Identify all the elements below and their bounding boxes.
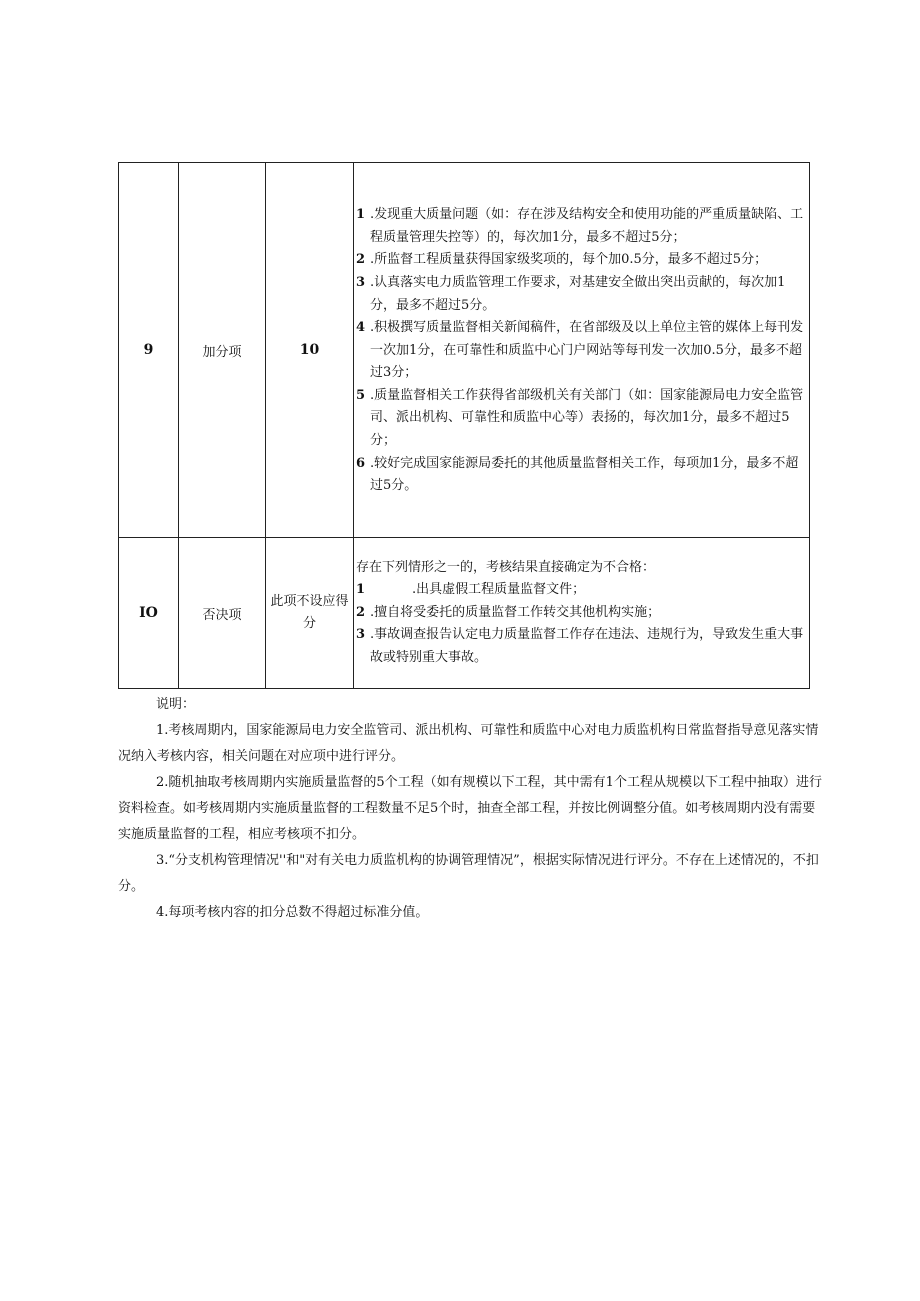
note-item: 2.随机抽取考核周期内实施质量监督的5个工程（如有规模以下工程，其中需有1个工程从规模以下工程中抽取）进行资料检查。如考核周期内实施质量监督的工程数量不足5个时，抽查全部工程，并按比例调整分值。如考核周期内没有需要实施质量监督的工程，相应考核项不扣分。 — [118, 775, 822, 842]
list-item: 5 .质量监督相关工作获得省部级机关有关部门（如：国家能源局电力安全监管司、派出机构、可靠性和质监中心等）表扬的，每次加1分，最多不超过5分； — [356, 387, 804, 449]
table-row — [119, 538, 810, 689]
list-item: 3 .事故调查报告认定电力质量监督工作存在违法、违规行为，导致发生重大事故或特别重大事故。 — [356, 627, 804, 665]
list-item: 1 .发现重大质量问题（如：存在涉及结构安全和使用功能的严重质量缺陷、工程质量管理失控等）的，每次加1分，最多不超过5分； — [356, 207, 804, 245]
note-item: 3.“分支机构管理情况''和"对有关电力质监机构的协调管理情况”，根据实际情况进行评分。不存在上述情况的，不扣分。 — [118, 853, 819, 894]
item-name: 加分项 — [179, 163, 266, 538]
note-item: 4.每项考核内容的扣分总数不得超过标准分值。 — [156, 905, 429, 920]
list-item: 6 .较好完成国家能源局委托的其他质量监督相关工作，每项加1分，最多不超过5分。 — [356, 455, 799, 494]
row-number: 9 — [119, 163, 179, 538]
notes-section — [118, 692, 823, 926]
list-item: 3 .认真落实电力质监管理工作要求，对基建安全做出突出贡献的，每次加1分，最多不超过5分。 — [356, 274, 786, 313]
score-value: 此项不设应得分 — [266, 538, 354, 689]
row-number: IO — [119, 538, 179, 689]
notes-title: 说明： — [156, 697, 196, 712]
veto-lead-text: 存在下列情形之一的，考核结果直接确定为不合格： — [356, 559, 656, 575]
table-row — [119, 163, 810, 538]
list-item: 1 .出具虚假工程质量监督文件； — [356, 582, 586, 598]
item-content — [354, 538, 810, 689]
item-name: 否决项 — [179, 538, 266, 689]
assessment-table — [118, 162, 810, 689]
item-content — [354, 163, 810, 538]
score-value: 10 — [266, 163, 354, 538]
note-item: 1.考核周期内，国家能源局电力安全监管司、派出机构、可靠性和质监中心对电力质监机构日常监督指导意见落实情况纳入考核内容，相关问题在对应项中进行评分。 — [118, 723, 819, 764]
list-item: 2 .擅自将受委托的质量监督工作转交其他机构实施； — [356, 604, 661, 620]
list-item: 2 .所监督工程质量获得国家级奖项的，每个加0.5分，最多不超过5分； — [356, 252, 768, 268]
list-item: 4 .积极撰写质量监督相关新闻稿件，在省部级及以上单位主管的媒体上每刊发一次加1分，在可靠性和质监中心门户网站等每刊发一次加0.5分，最多不超过3分； — [356, 320, 804, 381]
